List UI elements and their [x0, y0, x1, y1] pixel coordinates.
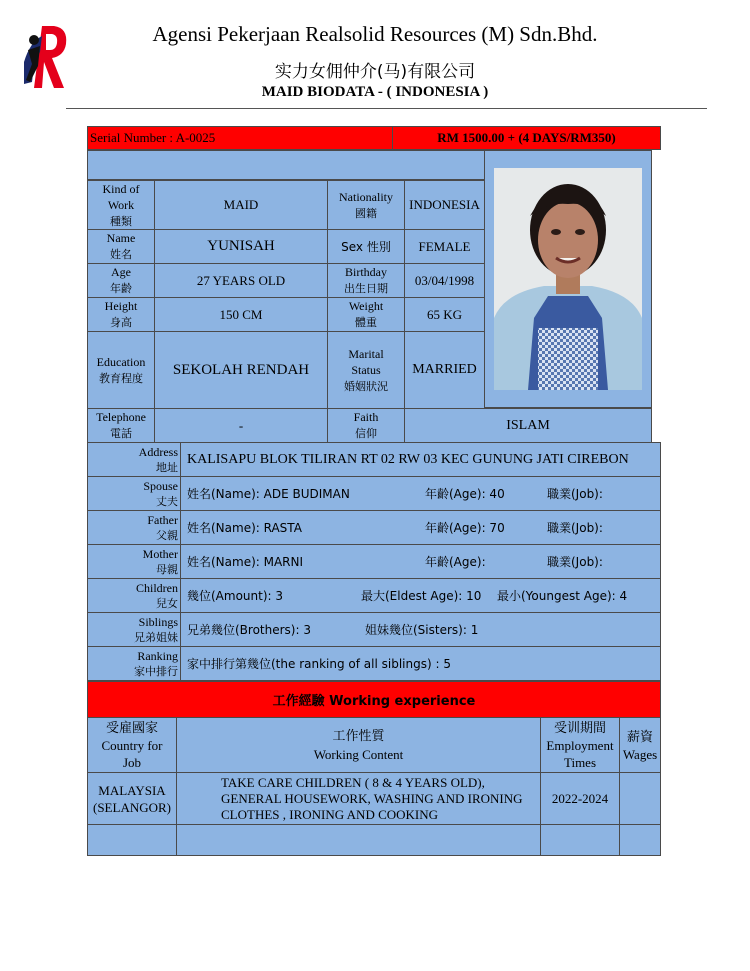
birthday-value: 03/04/1998	[404, 263, 485, 298]
ranking-row	[180, 646, 661, 681]
father-row	[180, 510, 661, 545]
table-row-time-empty	[540, 824, 620, 856]
company-name-chinese: 实力女佣仲介(马)有限公司	[274, 62, 476, 82]
table-row-time: 2022-2024	[540, 772, 620, 825]
children-youngest: 最小(Youngest Age): 4	[497, 589, 628, 603]
height-value: 150 CM	[154, 297, 328, 332]
table-row-content-empty	[176, 824, 541, 856]
mother-label: Mother 母親	[87, 544, 181, 579]
children-amount: 幾位(Amount): 3	[187, 589, 284, 603]
name-value: YUNISAH	[154, 229, 328, 264]
weight-label: Weight 體重	[327, 297, 405, 332]
address-value: KALISAPU BLOK TILIRAN RT 02 RW 03 KEC GUNUNG JATI CIREBON	[180, 442, 661, 477]
spouse-label: Spouse 丈夫	[87, 476, 181, 511]
nationality-label: Nationality 國籍	[327, 180, 405, 230]
table-row-wages-empty	[619, 824, 661, 856]
mother-job: 職業(Job):	[547, 555, 603, 569]
wages-column-header: 薪資 Wages	[619, 717, 661, 773]
siblings-brothers: 兄弟幾位(Brothers): 3	[187, 623, 311, 637]
height-label: Height 身高	[87, 297, 155, 332]
age-value: 27 YEARS OLD	[154, 263, 328, 298]
price-cell: RM 1500.00 + (4 DAYS/RM350)	[392, 126, 661, 150]
children-row	[180, 578, 661, 613]
content-column-header: 工作性質 Working Content	[176, 717, 541, 773]
header-divider	[66, 108, 707, 109]
table-row-country: MALAYSIA (SELANGOR)	[87, 772, 177, 825]
siblings-sisters: 姐妹幾位(Sisters): 1	[365, 623, 479, 637]
education-value: SEKOLAH RENDAH	[154, 331, 328, 409]
company-name: Agensi Pekerjaan Realsolid Resources (M) Sdn.Bhd.	[152, 22, 598, 46]
faith-value: ISLAM	[404, 408, 652, 443]
address-label: Address 地址	[87, 442, 181, 477]
faith-label: Faith 信仰	[327, 408, 405, 443]
telephone-label: Telephone 電話	[87, 408, 155, 443]
kind-of-work-value: MAID	[154, 180, 328, 230]
table-row-content: TAKE CARE CHILDREN ( 8 & 4 YEARS OLD), GENERAL HOUSEWORK, WASHING AND IRONING CLOTHES , IRONING AND COOKING	[176, 772, 541, 825]
father-job: 職業(Job):	[547, 521, 603, 535]
siblings-label: Siblings 兄弟姐妹	[87, 612, 181, 647]
children-label: Children 兒女	[87, 578, 181, 613]
spouse-name: 姓名(Name): ADE BUDIMAN	[187, 487, 350, 501]
education-label: Education 教育程度	[87, 331, 155, 409]
time-column-header: 受训期間 Employment Times	[540, 717, 620, 773]
birthday-label: Birthday 出生日期	[327, 263, 405, 298]
table-row-wages	[619, 772, 661, 825]
nationality-value: INDONESIA	[404, 180, 485, 230]
ranking-value: 家中排行第幾位(the ranking of all siblings) : 5	[187, 657, 451, 671]
telephone-value: -	[154, 408, 328, 443]
working-experience-title: 工作經驗 Working experience	[87, 681, 661, 718]
marital-status-label: Marital Status 婚姻狀況	[327, 331, 405, 409]
country-column-header: 受雇國家 Country for Job	[87, 717, 177, 773]
blank-band	[87, 150, 485, 180]
mother-row	[180, 544, 661, 579]
kind-of-work-label: Kind of Work 種類	[87, 180, 155, 230]
sex-value: FEMALE	[404, 229, 485, 264]
father-name: 姓名(Name): RASTA	[187, 521, 302, 535]
age-label: Age 年齡	[87, 263, 155, 298]
ranking-label: Ranking 家中排行	[87, 646, 181, 681]
table-row-country-empty	[87, 824, 177, 856]
serial-number: Serial Number : A-0025	[87, 126, 393, 150]
name-label: Name 姓名	[87, 229, 155, 264]
mother-name: 姓名(Name): MARNI	[187, 555, 304, 569]
father-age: 年齡(Age): 70	[425, 521, 505, 535]
sex-label: Sex 性別	[327, 229, 405, 264]
mother-age: 年齡(Age):	[425, 555, 486, 569]
portrait-photo	[494, 168, 642, 390]
spouse-row	[180, 476, 661, 511]
spouse-job: 職業(Job):	[547, 487, 603, 501]
marital-status-value: MARRIED	[404, 331, 485, 409]
spouse-age: 年齡(Age): 40	[425, 487, 505, 501]
company-logo-icon	[20, 22, 70, 92]
weight-value: 65 KG	[404, 297, 485, 332]
siblings-row	[180, 612, 661, 647]
document-title: MAID BIODATA - ( INDONESIA )	[261, 84, 489, 100]
children-eldest: 最大(Eldest Age): 10	[361, 589, 482, 603]
father-label: Father 父親	[87, 510, 181, 545]
